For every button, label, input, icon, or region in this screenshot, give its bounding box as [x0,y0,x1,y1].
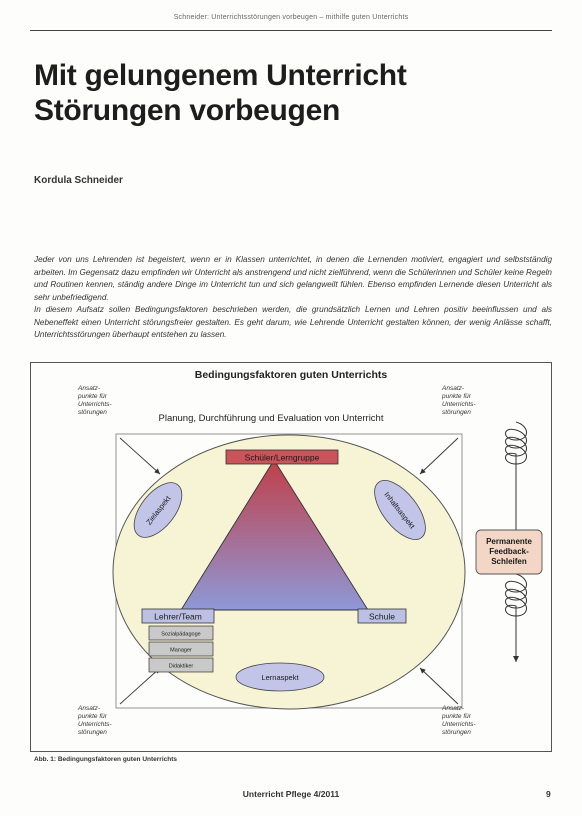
abstract-paragraph-1: Jeder von uns Lehrenden ist begeistert, wenn er in Klassen unterrichtet, in denen die Lernenden motiviert, engagiert und selbstständig arbeiten. Im Gegensatz dazu empfinden wir Unterricht als anstrengend und nicht zielführend, wenn die Schülerinnen und Schüler keine Regeln und Routinen kennen, ständig andere Dinge im Unterricht tun und sich gelangweilt fühlen. Ebenso empfinden Lernende diesen Unterricht als sehr unbefriedigend. [34,255,552,302]
article-title [34,58,554,128]
corner-note-br-1: Ansatz- [442,705,465,712]
feedback-line-1: Permanente [486,537,532,546]
corner-note-tl-2: punkte für [78,393,107,400]
feedback-loop-bottom [506,574,527,662]
right-vertex-label: Schule [369,611,395,622]
corner-note-tr-2: punkte für [442,393,471,400]
abstract [34,254,552,342]
abstract-paragraph-2: In diesem Aufsatz sollen Bedingungsfaktoren beschrieben werden, die grundsätzlich Lernen und Lehren positiv beeinflussen und als Nebeneffekt einen Unterricht störungsfreier gestalten. Es geht darum, wie Lehrende Unterricht gestalten können, der wenig Anlässe schafft, Unterrichtsstörungen überhaupt entstehen zu lassen. [34,305,552,339]
title-line-2: Störungen vorbeugen [34,94,340,127]
left-vertex-label: Lehrer/Team [154,611,202,622]
corner-note-tr-1: Ansatz- [442,385,465,392]
corner-note-tl-3: Unterrichts- [78,401,112,408]
corner-note-bl-4: störungen [78,729,107,736]
corner-note-tl-4: störungen [78,409,107,416]
arrow-bottom-left [120,668,160,704]
corner-note-br-3: Unterrichts- [442,721,476,728]
figure-caption: Abb. 1: Bedingungsfaktoren guten Unterrichts [34,756,178,763]
oval-zielaspekt-label: Zielaspekt [144,494,173,527]
corner-note-tl-1: Ansatz- [78,385,101,392]
oval-inhaltsaspekt-label: Inhaltsaspekt [382,490,417,531]
figure-title: Bedingungsfaktoren guten Unterrichts [194,369,388,381]
page-number: 9 [546,789,551,799]
corner-note-bl-3: Unterrichts- [78,721,112,728]
arrow-top-right [420,438,458,474]
running-head: Schneider: Unterrichtsstörungen vorbeugen – mithilfe guten Unterrichts [173,14,409,21]
feedback-line-3: Schleifen [491,557,527,566]
corner-note-tr-4: störungen [442,409,471,416]
corner-note-bl-2: punkte für [78,713,107,720]
header-rule [30,30,552,31]
corner-note-bl-1: Ansatz- [78,705,101,712]
title-line-1: Mit gelungenem Unterricht [34,59,407,92]
corner-note-tr-3: Unterrichts- [442,401,476,408]
stack-label-1: Sozialpädagoge [161,631,201,638]
footer-journal: Unterricht Pflege 4/2011 [242,789,340,799]
apex-label: Schüler/Lerngruppe [244,452,320,463]
stack-label-2: Manager [170,647,192,654]
stack-label-3: Didaktiker [168,663,194,670]
corner-note-br-4: störungen [442,729,471,736]
figure-subtitle: Planung, Durchführung und Evaluation von Unterricht [158,413,384,424]
feedback-line-2: Feedback- [489,547,529,556]
oval-lernaspekt-label: Lernaspekt [261,673,299,682]
feedback-loop-top [506,422,527,530]
corner-note-br-2: punkte für [442,713,471,720]
author: Kordula Schneider [34,175,123,186]
arrow-bottom-right [420,668,458,704]
arrow-top-left [120,438,160,474]
figure-diagram [30,362,552,752]
